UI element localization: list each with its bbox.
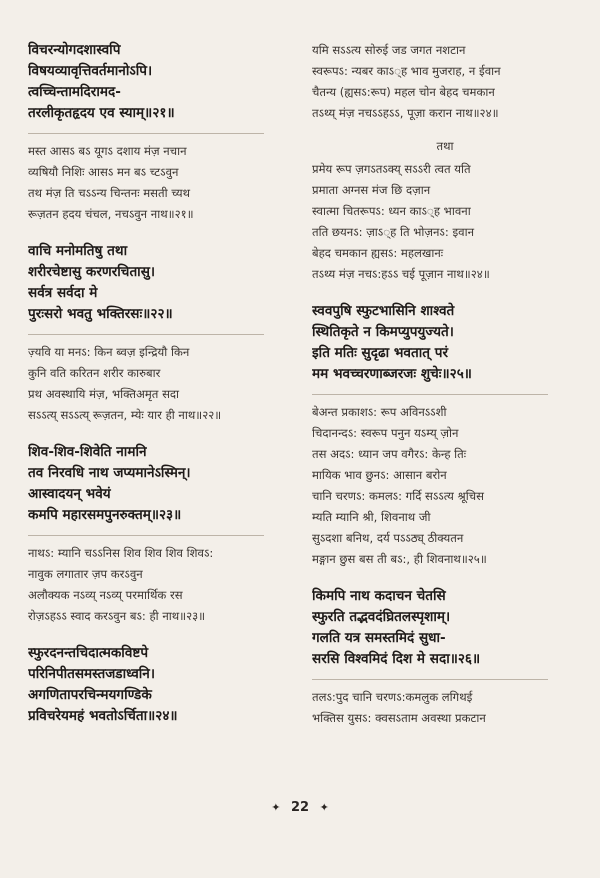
- verse-line: अगणितापरचिन्मयगण्डिके: [28, 687, 152, 703]
- sanskrit-verse: [28, 442, 294, 526]
- verse-line: शरीरचेष्टासु करणरचितासु।: [28, 264, 156, 280]
- translation-line: कुनि वति करितन शरीर कारुबार: [28, 366, 161, 380]
- kashmiri-translation: [312, 159, 578, 285]
- translation-line: ज़्यवि या मनऽ: किन ब्वज़ इन्द्रियौ किन: [28, 345, 190, 359]
- translation-line: तति छयनऽ: ज़ाऽ्ह ति भोज़नऽ: इवान: [312, 225, 475, 239]
- translation-line: चिदानन्दऽ: स्वरूप पनुन यऽम्य् ज़ोन: [312, 426, 459, 440]
- translation-line: अलौक्यक नऽव्य् नऽव्य् परमार्थिक रस: [28, 588, 183, 602]
- left-column: [28, 40, 294, 727]
- verse-line: आस्वादयन् भवेयं: [28, 486, 111, 502]
- kashmiri-translation: [312, 687, 578, 729]
- translation-line: प्रमाता अग्नस मंज छि दज़ान: [312, 183, 431, 197]
- verse-line: गलति यत्र समस्तमिदं सुधा-: [312, 630, 446, 646]
- verse-line: सर्वत्र सर्वदा मे: [28, 285, 98, 301]
- kashmiri-translation: [312, 40, 578, 124]
- verse-line: मम भवच्चरणाब्जरजः शुचेः॥२५॥: [312, 366, 472, 382]
- sanskrit-verse: [312, 301, 578, 385]
- verse-line: शिव-शिव-शिवेति नामनि: [28, 444, 147, 460]
- verse-line: विचरन्योगदशास्वपि: [28, 42, 121, 58]
- translation-line: मस्त आसऽ बऽ यूगऽ दशाय मंज़ नचान: [28, 144, 187, 158]
- translation-line: यमि सऽऽत्य सोरुई जड जगत नशटान: [312, 43, 466, 57]
- translation-line: स्वरूपऽ: न्यबर काऽ्ह भाव मुजराह, न ईवान: [312, 64, 501, 78]
- translation-line: रूज़तन हदय चंचल, नचऽवुन नाथ॥२१॥: [28, 207, 194, 221]
- verse-line: विषयव्यावृत्तिवर्तमानोऽपि।: [28, 63, 153, 79]
- verse-line: सरसि विश्वमिदं दिश मे सदा॥२६॥: [312, 651, 481, 667]
- sanskrit-verse: [312, 586, 578, 670]
- verse-line: परिनिपीतसमस्तजडाध्वनि।: [28, 666, 155, 682]
- tatha-heading: तथा: [436, 139, 454, 153]
- sanskrit-verse: [28, 643, 294, 727]
- verse-line: स्थितिकृते न किमप्युपयुज्यते।: [312, 324, 454, 340]
- verse-line: स्फुरदनन्तचिदात्मकविष्टपे: [28, 645, 149, 661]
- page-footer: [0, 800, 600, 815]
- verse-line: तरलीकृतहृदय एव स्याम्॥२१॥: [28, 105, 175, 121]
- translation-line: बेअन्त प्रकाशऽ: रूप अविनऽऽशी: [312, 405, 447, 419]
- translation-line: रोज़ऽहऽऽ स्वाद करऽवुन बऽ: ही नाथ॥२३॥: [28, 609, 206, 623]
- kashmiri-translation: [28, 141, 294, 225]
- translation-line: तलऽ:पुद चानि चरणऽ:कमलुक लगिथई: [312, 690, 473, 704]
- translation-line: भक्तिस युसऽ: क्वसऽताम अवस्था प्रकटान: [312, 711, 486, 725]
- verse-line: स्फुरति तद्भवदंघ्रितलस्पृशाम्।: [312, 609, 451, 625]
- translation-line: सुऽदशा बनिथ, दर्य पऽऽठ्य् ठीक्यतन: [312, 531, 464, 545]
- right-column: [312, 40, 578, 729]
- sanskrit-verse: [28, 40, 294, 124]
- translation-line: तऽथ्य् मंज़ नचऽऽहऽऽ, पूज़ा करान नाथ॥२४॥: [312, 106, 499, 120]
- translation-line: बेहद चमकान ह्यसऽ: महलखानः: [312, 246, 444, 260]
- translation-line: नाथऽ: म्यानि चऽऽनिस शिव शिव शिव शिवऽ:: [28, 546, 214, 560]
- verse-line: त्वच्चिन्तामदिरामद-: [28, 84, 121, 100]
- translation-line: म्यति म्यानि श्री, शिवनाथ जी: [312, 510, 431, 524]
- divider: [28, 133, 264, 134]
- divider: [312, 394, 548, 395]
- translation-line: तऽथ्य मंज़ नचऽ:हऽऽ चई पूज़ान नाथ॥२४॥: [312, 267, 490, 281]
- verse-line: तव निरवधि नाथ जप्यमानेऽस्मिन्।: [28, 465, 191, 481]
- verse-line: स्ववपुषि स्फुटभासिनि शाश्वते: [312, 303, 455, 319]
- divider: [28, 535, 264, 536]
- translation-line: सऽऽत्य् सऽऽत्य् रूज़तन, म्येः यार ही नाथ॥२२॥: [28, 408, 222, 422]
- verse-line: वाचि मनोमतिषु तथा: [28, 243, 128, 259]
- translation-line: प्रथ अवस्थायि मंज़, भक्तिअमृत सदा: [28, 387, 180, 401]
- verse-line: पुरःसरो भवतु भक्तिरसः॥२२॥: [28, 306, 173, 322]
- translation-line: नावुक लगातार ज़प करऽवुन: [28, 567, 143, 581]
- divider: [28, 334, 264, 335]
- translation-line: तथ मंज़ ति चऽऽन्य चिन्तनः मसती च्यथ: [28, 186, 191, 200]
- verse-line: कमपि महारसमपुनरुक्तम्॥२३॥: [28, 507, 182, 523]
- translation-line: चैतन्य (ह्यसऽ:रूप) महल चोन बेहद चमकान: [312, 85, 495, 99]
- verse-line: प्रविचरेयमहं भवतोऽर्चिता॥२४॥: [28, 708, 178, 724]
- translation-line: प्रमेय रूप ज़गऽतऽक्य् सऽऽरी त्वत यति: [312, 162, 471, 176]
- translation-line: मायिक भाव छुनऽ: आसान बरोन: [312, 468, 447, 482]
- kashmiri-translation: [28, 543, 294, 627]
- translation-line: व्यषियौ निशिः आसऽ मन बऽ च्टऽवुन: [28, 165, 179, 179]
- translation-line: स्वात्मा चितरूपऽ: ध्यन काऽ्ह भावना: [312, 204, 471, 218]
- sanskrit-verse: [28, 241, 294, 325]
- verse-line: इति मतिः सुदृढा भवतात् परं: [312, 345, 449, 361]
- translation-line: मङ्गान छुस बस ती बऽ:, ही शिवनाथ॥२५॥: [312, 552, 487, 566]
- translation-line: चानि चरणऽ: कमलऽ: गर्दि सऽऽत्य श्रूचिस: [312, 489, 484, 503]
- page-number: 22: [290, 800, 310, 815]
- ornament-left: ✦: [271, 801, 281, 814]
- kashmiri-translation: [312, 402, 578, 570]
- divider: [312, 679, 548, 680]
- translation-line: तस अदऽ: ध्यान जप वगैरऽ: केन्ह तिः: [312, 447, 467, 461]
- verse-line: किमपि नाथ कदाचन चेतसि: [312, 588, 446, 604]
- ornament-right: ✦: [319, 801, 329, 814]
- kashmiri-translation: [28, 342, 294, 426]
